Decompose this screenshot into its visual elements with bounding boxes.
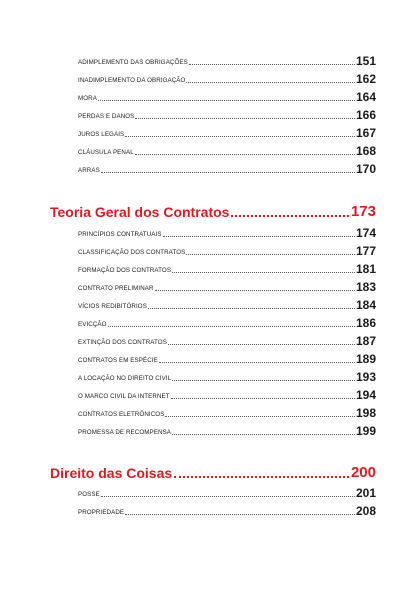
- toc-entry-page: 198: [355, 406, 376, 420]
- toc-entry-label: O MARCO CIVIL DA INTERNET: [78, 393, 170, 400]
- dot-leader: [101, 172, 355, 173]
- toc-entry-page: 193: [355, 370, 376, 384]
- toc-section-title: Teoria Geral dos Contratos: [50, 204, 230, 220]
- toc-entry[interactable]: [78, 371, 376, 383]
- toc-entry-page: 164: [355, 90, 376, 104]
- toc-entry[interactable]: [78, 73, 376, 85]
- toc-entry-page: 201: [355, 486, 376, 500]
- toc-entry[interactable]: [78, 487, 376, 499]
- dot-leader: [186, 254, 355, 255]
- toc-entry-label: PRINCÍPIOS CONTRATUAIS: [78, 231, 162, 238]
- toc-entry[interactable]: [78, 407, 376, 419]
- toc-entry[interactable]: [78, 91, 376, 103]
- toc-entry-label: ARRAS: [78, 167, 100, 174]
- toc-entry-label: FORMAÇÃO DOS CONTRATOS: [78, 267, 172, 274]
- dot-leader: [163, 236, 355, 237]
- dot-leader: [165, 416, 355, 417]
- dot-leader: [135, 118, 355, 119]
- toc-entry[interactable]: [78, 127, 376, 139]
- toc-section-page: 173: [350, 203, 376, 220]
- toc-entry[interactable]: [78, 227, 376, 239]
- toc-entry-page: 208: [355, 504, 376, 518]
- toc-section-title: Direito das Coisas: [50, 465, 173, 481]
- dot-leader: [135, 154, 355, 155]
- toc-section-page: 200: [350, 464, 376, 481]
- dot-leader: [186, 82, 355, 83]
- dot-leader: [101, 496, 355, 497]
- toc-entry-page: 186: [355, 316, 376, 330]
- dot-leader: [168, 344, 355, 345]
- toc-entry-page: 166: [355, 108, 376, 122]
- toc-entry[interactable]: [78, 263, 376, 275]
- toc-entry-label: MORA: [78, 95, 97, 102]
- toc-entry-label: EVICÇÃO: [78, 321, 107, 328]
- toc-entry-label: CLASSIFICAÇÃO DOS CONTRATOS: [78, 249, 186, 256]
- toc-entry[interactable]: [78, 317, 376, 329]
- toc-entry-page: 151: [355, 54, 376, 68]
- toc-entry-label: JUROS LEGAIS: [78, 131, 125, 138]
- dot-leader: [148, 308, 355, 309]
- toc-entry[interactable]: [78, 163, 376, 175]
- dot-leader: [108, 326, 355, 327]
- toc-entry-page: 167: [355, 126, 376, 140]
- toc-entry-label: A LOCAÇÃO NO DIREITO CIVIL: [78, 375, 172, 382]
- toc-entry[interactable]: [78, 389, 376, 401]
- toc-entry-label: INADIMPLEMENTO DA OBRIGAÇÃO: [78, 77, 186, 84]
- dot-leader: [98, 100, 355, 101]
- toc-entry-label: CONTRATO PRELIMINAR: [78, 285, 154, 292]
- toc-entry-page: 174: [355, 226, 376, 240]
- toc-entry-page: 187: [355, 334, 376, 348]
- toc-entry[interactable]: [78, 145, 376, 157]
- toc-entry[interactable]: [78, 245, 376, 257]
- dot-leader: [231, 215, 349, 217]
- toc-section-heading[interactable]: [50, 204, 376, 220]
- toc-entry-page: 184: [355, 298, 376, 312]
- toc-entry-label: CONTRATOS ELETRÔNICOS: [78, 411, 165, 418]
- toc-entry-label: VÍCIOS REDIBITÓRIOS: [78, 303, 147, 310]
- toc-entry[interactable]: [78, 505, 376, 517]
- dot-leader: [125, 514, 355, 515]
- dot-leader: [125, 136, 355, 137]
- toc-entry[interactable]: [78, 109, 376, 121]
- dot-leader: [159, 362, 355, 363]
- dot-leader: [155, 290, 355, 291]
- dot-leader: [189, 64, 355, 65]
- toc-entry-page: 199: [355, 424, 376, 438]
- toc-entry[interactable]: [78, 425, 376, 437]
- toc-entry[interactable]: [78, 335, 376, 347]
- toc-entry-label: CONTRATOS EM ESPÉCIE: [78, 357, 158, 364]
- toc-entry-label: PROPRIEDADE: [78, 509, 125, 516]
- toc-entry[interactable]: [78, 55, 376, 67]
- toc-entry-page: 183: [355, 280, 376, 294]
- toc-entry-label: CLÁUSULA PENAL: [78, 149, 134, 156]
- toc-entry-page: 170: [355, 162, 376, 176]
- toc-entry-page: 177: [355, 244, 376, 258]
- toc-entry-label: EXTINÇÃO DOS CONTRATOS: [78, 339, 167, 346]
- dot-leader: [172, 380, 355, 381]
- toc-entry-page: 194: [355, 388, 376, 402]
- toc-entry-page: 162: [355, 72, 376, 86]
- toc-entry[interactable]: [78, 353, 376, 365]
- toc-entry[interactable]: [78, 299, 376, 311]
- toc-entry[interactable]: [78, 281, 376, 293]
- dot-leader: [174, 476, 349, 478]
- dot-leader: [172, 434, 355, 435]
- dot-leader: [172, 272, 355, 273]
- toc-entry-label: POSSE: [78, 491, 100, 498]
- toc-section-heading[interactable]: [50, 465, 376, 481]
- toc-entry-label: ADIMPLEMENTO DAS OBRIGAÇÕES: [78, 59, 188, 66]
- toc-entry-label: PROMESSA DE RECOMPENSA: [78, 429, 171, 436]
- toc-entry-page: 181: [355, 262, 376, 276]
- toc-entry-page: 168: [355, 144, 376, 158]
- dot-leader: [171, 398, 355, 399]
- toc-entry-label: PERDAS E DANOS: [78, 113, 135, 120]
- toc-entry-page: 189: [355, 352, 376, 366]
